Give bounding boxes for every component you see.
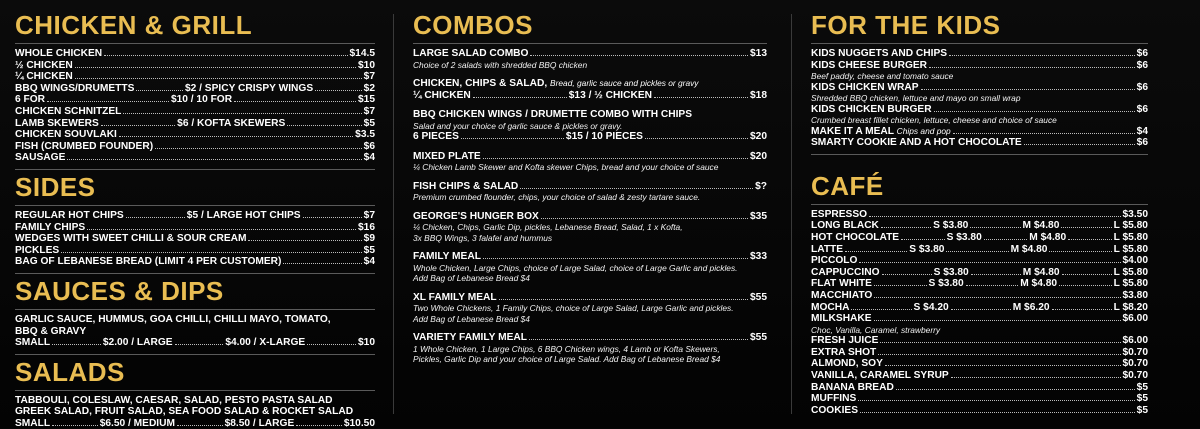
menu-item: FAMILY CHIPS $16 bbox=[15, 221, 375, 233]
menu-item: BBQ WINGS/DRUMETTS $2 / SPICY CRISPY WINGS $2 bbox=[15, 82, 375, 94]
item-description: Choc, Vanilla, Caramel, strawberry bbox=[811, 324, 941, 335]
combo-family-meal: FAMILY MEAL $33 Whole Chicken, Large Chips, choice of Large Salad, choice of Large Garlic and pickles. Add Bag of Lebanese Bread $4 bbox=[413, 251, 767, 284]
menu-item: MUFFINS $5 bbox=[811, 393, 1148, 405]
combo-fish: FISH CHIPS & SALAD $? Premium crumbed flounder, chips, your choice of salad & zesty tartare sauce. bbox=[413, 180, 767, 203]
kids-list bbox=[811, 48, 1148, 149]
menu-item: KIDS CHEESE BURGER $6 bbox=[811, 59, 1148, 71]
menu-item: HOT CHOCOLATE S $3.80 M $4.80 L $5.80 bbox=[811, 231, 1149, 243]
column-middle bbox=[413, 0, 767, 428]
combo-variety-family-meal: VARIETY FAMILY MEAL $55 1 Whole Chicken, 1 Large Chips, 6 BBQ Chicken wings, 4 Lamb or Kofta Skewers, Pickles, Garlic Dip and your choice of Large Salad. Add Bag of Lebanese Bread $4 bbox=[413, 332, 767, 364]
menu-item: ESPRESSO $3.50 bbox=[811, 208, 1148, 220]
combo-chicken-chips-salad: CHICKEN, CHIPS & SALAD, Bread, garlic sauce and pickles or gravy ¼ CHICKEN $13 / ½ CHICKEN $18 bbox=[413, 78, 768, 101]
salads-sizes: SMALL $6.50 / MEDIUM $8.50 / LARGE $10.50 bbox=[15, 417, 376, 429]
section-title-sauces: SAUCES & DIPS bbox=[15, 275, 224, 306]
menu-item: PICKLES $5 bbox=[15, 244, 375, 256]
combo-hunger-box: GEORGE'S HUNGER BOX $35 ¼ Chicken, Chips, Garlic Dip, pickles, Lebanese Bread, Salad, 1 x Kofta, 3x BBQ Wings, 3 falafel and hummus bbox=[413, 210, 767, 243]
menu-item: SAUSAGE $4 bbox=[15, 152, 375, 164]
section-rule bbox=[15, 205, 375, 206]
menu-item: CAPPUCCINO S $3.80 M $4.80 L $5.80 bbox=[811, 266, 1148, 278]
sides-list bbox=[15, 210, 375, 268]
salads-line: TABBOULI, COLESLAW, CAESAR, SALAD, PESTO PASTA SALAD bbox=[15, 394, 333, 406]
menu-item: MILKSHAKE $6.00 bbox=[811, 313, 1148, 325]
section-rule bbox=[811, 204, 1148, 205]
menu-item: 6 FOR $10 / 10 FOR $15 bbox=[15, 94, 376, 106]
menu-item: KIDS CHICKEN WRAP $6 bbox=[811, 81, 1148, 93]
menu-item: CHICKEN SOUVLAKI $3.5 bbox=[15, 129, 375, 141]
section-rule bbox=[811, 43, 1148, 44]
menu-item: FLAT WHITE S $3.80 M $4.80 L $5.80 bbox=[811, 278, 1149, 290]
cafe-list bbox=[811, 209, 1148, 417]
chicken-list bbox=[15, 48, 375, 164]
menu-item: ½ CHICKEN $10 bbox=[15, 59, 375, 71]
menu-item: LONG BLACK S $3.80 M $4.80 L $5.80 bbox=[811, 220, 1148, 232]
menu-item: MAKE IT A MEAL Chips and pop $4 bbox=[811, 125, 1148, 137]
item-description: Crumbed breast fillet chicken, lettuce, cheese and choice of sauce bbox=[811, 115, 1057, 126]
section-title-chicken: CHICKEN & GRILL bbox=[15, 10, 253, 40]
menu-item: WEDGES WITH SWEET CHILLI & SOUR CREAM $9 bbox=[15, 233, 375, 245]
section-rule bbox=[15, 169, 375, 170]
column-divider bbox=[791, 14, 792, 414]
menu-item: VANILLA, CARAMEL SYRUP $0.70 bbox=[811, 369, 1148, 381]
sauces-line: GARLIC SAUCE, HUMMUS, GOA CHILLI, CHILLI MAYO, TOMATO, bbox=[15, 313, 331, 325]
column-left bbox=[15, 0, 375, 428]
menu-item: WHOLE CHICKEN $14.5 bbox=[15, 48, 375, 59]
menu-item: SMARTY COOKIE AND A HOT CHOCOLATE $6 bbox=[811, 137, 1148, 149]
menu-item: ALMOND, SOY $0.70 bbox=[811, 358, 1148, 370]
item-description: Shredded BBQ chicken, lettuce and mayo on small wrap bbox=[811, 93, 1021, 104]
menu-item: ¼ CHICKEN $7 bbox=[15, 71, 375, 83]
section-title-cafe: CAFÉ bbox=[811, 170, 884, 201]
section-rule bbox=[811, 154, 1148, 155]
sauces-sizes: SMALL $2.00 / LARGE $4.00 / X-LARGE $10 bbox=[15, 337, 375, 349]
menu-item: FRESH JUICE $6.00 bbox=[811, 335, 1148, 347]
menu-item: KIDS CHICKEN BURGER $6 bbox=[811, 103, 1148, 115]
section-rule bbox=[15, 43, 375, 44]
menu-item: FISH (CRUMBED FOUNDER) $6 bbox=[15, 140, 375, 152]
combo-wings: BBQ CHICKEN WINGS / DRUMETTE COMBO WITH CHIPS Salad and your choice of garlic sauce & pickles or gravy. 6 PIECES $15 / 10 PIECES $20 bbox=[413, 109, 767, 143]
section-rule bbox=[15, 309, 375, 310]
menu-item: COOKIES $5 bbox=[811, 404, 1148, 416]
menu-item: MACCHIATO $3.80 bbox=[811, 289, 1148, 301]
menu-item: CHICKEN SCHNITZEL $7 bbox=[15, 105, 375, 117]
section-title-salads: SALADS bbox=[15, 356, 125, 387]
menu-item: EXTRA SHOT $0.70 bbox=[811, 346, 1148, 358]
menu-item: LAMB SKEWERS $6 / KOFTA SKEWERS $5 bbox=[15, 117, 376, 129]
section-rule bbox=[413, 43, 767, 44]
menu-item: REGULAR HOT CHIPS $5 / LARGE HOT CHIPS $7 bbox=[15, 209, 376, 221]
combo-xl-family-meal: XL FAMILY MEAL $55 Two Whole Chickens, 1 Family Chips, choice of Large Salad, Large Garlic and pickles. Add Bag of Lebanese Bread $4 bbox=[413, 291, 767, 324]
section-rule bbox=[15, 390, 375, 391]
menu-item: BANANA BREAD $5 bbox=[811, 381, 1148, 393]
menu-item: MOCHA S $4.20 M $6.20 L $8.20 bbox=[811, 301, 1148, 313]
menu-item: LATTE S $3.80 M $4.80 L $5.80 bbox=[811, 243, 1148, 255]
salads-line: GREEK SALAD, FRUIT SALAD, SEA FOOD SALAD & ROCKET SALAD bbox=[15, 406, 354, 418]
section-title-sides: SIDES bbox=[15, 171, 96, 202]
menu-item: BAG OF LEBANESE BREAD (LIMIT 4 PER CUSTOMER) $4 bbox=[15, 256, 375, 268]
section-title-combos: COMBOS bbox=[413, 10, 533, 40]
section-rule bbox=[15, 273, 375, 274]
combo-mixed-plate: MIXED PLATE $20 ¼ Chicken Lamb Skewer and Kofta skewer Chips, bread and your choice of sauce bbox=[413, 150, 767, 173]
sauces-line: BBQ & GRAVY bbox=[15, 325, 87, 337]
combo-large-salad: LARGE SALAD COMBO $13 Choice of 2 salads with shredded BBQ chicken bbox=[413, 48, 767, 70]
column-divider bbox=[393, 14, 394, 414]
item-description: Beef paddy, cheese and tomato sauce bbox=[811, 71, 954, 82]
section-title-kids: FOR THE KIDS bbox=[811, 10, 1001, 40]
menu-item: KIDS NUGGETS AND CHIPS $6 bbox=[811, 48, 1148, 59]
column-right bbox=[811, 0, 1148, 428]
section-rule bbox=[15, 354, 375, 355]
menu-item: PICCOLO $4.00 bbox=[811, 255, 1148, 267]
